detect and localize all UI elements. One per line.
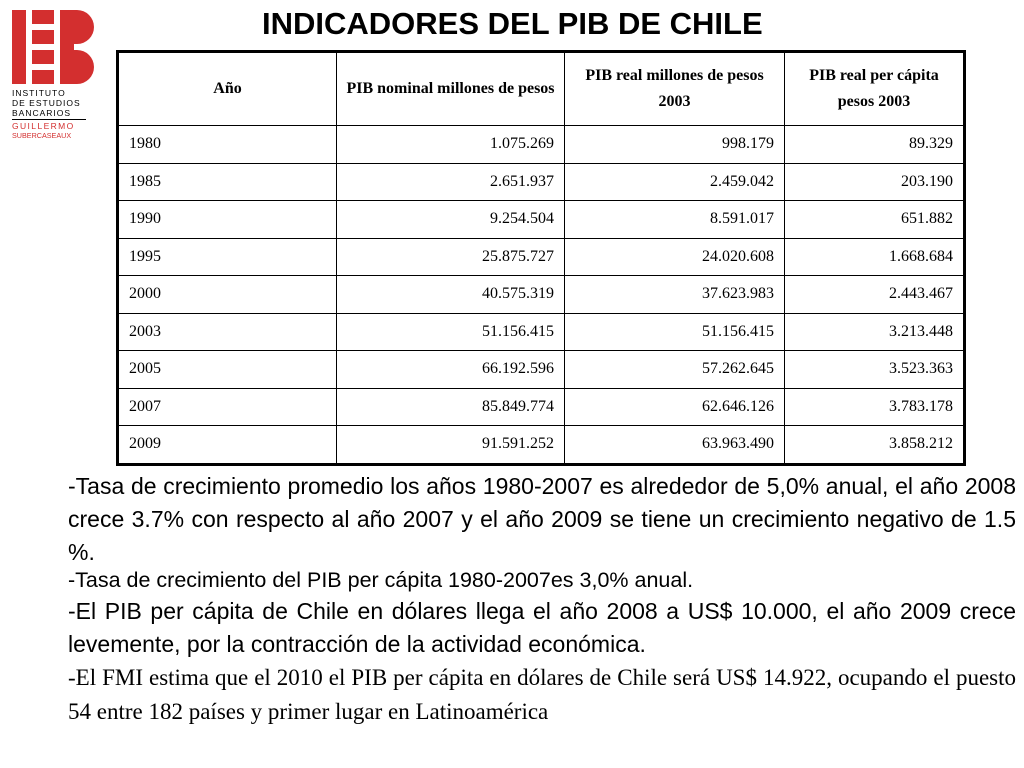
note-per-capita-growth: -Tasa de crecimiento del PIB per cápita 1980-2007es 3,0% anual.: [68, 568, 694, 592]
cell-nominal-gdp: 25.875.727: [337, 238, 565, 276]
cell-real-gdp-per-capita: 3.213.448: [785, 313, 965, 351]
table-row: [118, 238, 965, 276]
cell-nominal-gdp: 2.651.937: [337, 163, 565, 201]
cell-year: 2000: [118, 276, 337, 314]
table-header-row: [118, 52, 965, 126]
cell-real-gdp-per-capita: 2.443.467: [785, 276, 965, 314]
cell-real-gdp-per-capita: 651.882: [785, 201, 965, 239]
cell-real-gdp: 998.179: [565, 126, 785, 164]
cell-nominal-gdp: 1.075.269: [337, 126, 565, 164]
logo-divider: [12, 119, 86, 120]
cell-real-gdp: 37.623.983: [565, 276, 785, 314]
cell-year: 2007: [118, 388, 337, 426]
table-row: [118, 351, 965, 389]
institute-logo: [12, 10, 102, 140]
cell-nominal-gdp: 91.591.252: [337, 426, 565, 465]
header-real-gdp-per-capita: PIB real per cápita pesos 2003: [785, 52, 965, 126]
logo-line-1: INSTITUTO: [12, 88, 66, 98]
header-nominal-gdp: PIB nominal millones de pesos: [337, 52, 565, 126]
logo-line-4: GUILLERMO: [12, 121, 75, 131]
gdp-table: [116, 50, 966, 466]
note-growth-rate: -Tasa de crecimiento promedio los años 1980-2007 es alrededor de 5,0% anual, el año 2008 crece 3.7% con respecto al año 2007 y el año 2009 se tiene un crecimiento negativo de 1.5 %.: [68, 473, 1016, 565]
cell-real-gdp: 2.459.042: [565, 163, 785, 201]
table-row: [118, 276, 965, 314]
cell-year: 1985: [118, 163, 337, 201]
cell-year: 1990: [118, 201, 337, 239]
cell-real-gdp-per-capita: 3.858.212: [785, 426, 965, 465]
cell-year: 2003: [118, 313, 337, 351]
table-row: [118, 426, 965, 465]
cell-real-gdp-per-capita: 3.783.178: [785, 388, 965, 426]
cell-real-gdp: 57.262.645: [565, 351, 785, 389]
header-year: Año: [118, 52, 337, 126]
note-per-capita-dollars: -El PIB per cápita de Chile en dólares llega el año 2008 a US$ 10.000, el año 2009 crece levemente, por la contracción de la actividad económica.: [68, 598, 1016, 657]
cell-nominal-gdp: 9.254.504: [337, 201, 565, 239]
cell-real-gdp-per-capita: 1.668.684: [785, 238, 965, 276]
cell-real-gdp: 63.963.490: [565, 426, 785, 465]
cell-year: 2005: [118, 351, 337, 389]
cell-real-gdp-per-capita: 89.329: [785, 126, 965, 164]
cell-real-gdp-per-capita: 203.190: [785, 163, 965, 201]
cell-year: 1980: [118, 126, 337, 164]
cell-nominal-gdp: 85.849.774: [337, 388, 565, 426]
logo-mark-icon: [12, 10, 94, 84]
table-row: [118, 126, 965, 164]
cell-nominal-gdp: 51.156.415: [337, 313, 565, 351]
table-row: [118, 163, 965, 201]
logo-line-5: SUBERCASEAUX: [12, 131, 72, 140]
notes-section: [68, 470, 1016, 729]
cell-real-gdp: 62.646.126: [565, 388, 785, 426]
cell-year: 2009: [118, 426, 337, 465]
cell-nominal-gdp: 40.575.319: [337, 276, 565, 314]
cell-real-gdp: 51.156.415: [565, 313, 785, 351]
cell-real-gdp: 8.591.017: [565, 201, 785, 239]
cell-nominal-gdp: 66.192.596: [337, 351, 565, 389]
cell-real-gdp-per-capita: 3.523.363: [785, 351, 965, 389]
logo-line-3: BANCARIOS: [12, 108, 72, 118]
logo-line-2: DE ESTUDIOS: [12, 98, 81, 108]
note-imf-estimate: -El FMI estima que el 2010 el PIB per cápita en dólares de Chile será US$ 14.922, ocupando el puesto 54 entre 182 países y primer lugar en Latinoamérica: [68, 665, 1016, 724]
table-row: [118, 201, 965, 239]
table-row: [118, 313, 965, 351]
cell-real-gdp: 24.020.608: [565, 238, 785, 276]
cell-year: 1995: [118, 238, 337, 276]
page-title: INDICADORES DEL PIB DE CHILE: [262, 6, 763, 41]
header-real-gdp: PIB real millones de pesos 2003: [565, 52, 785, 126]
table-row: [118, 388, 965, 426]
